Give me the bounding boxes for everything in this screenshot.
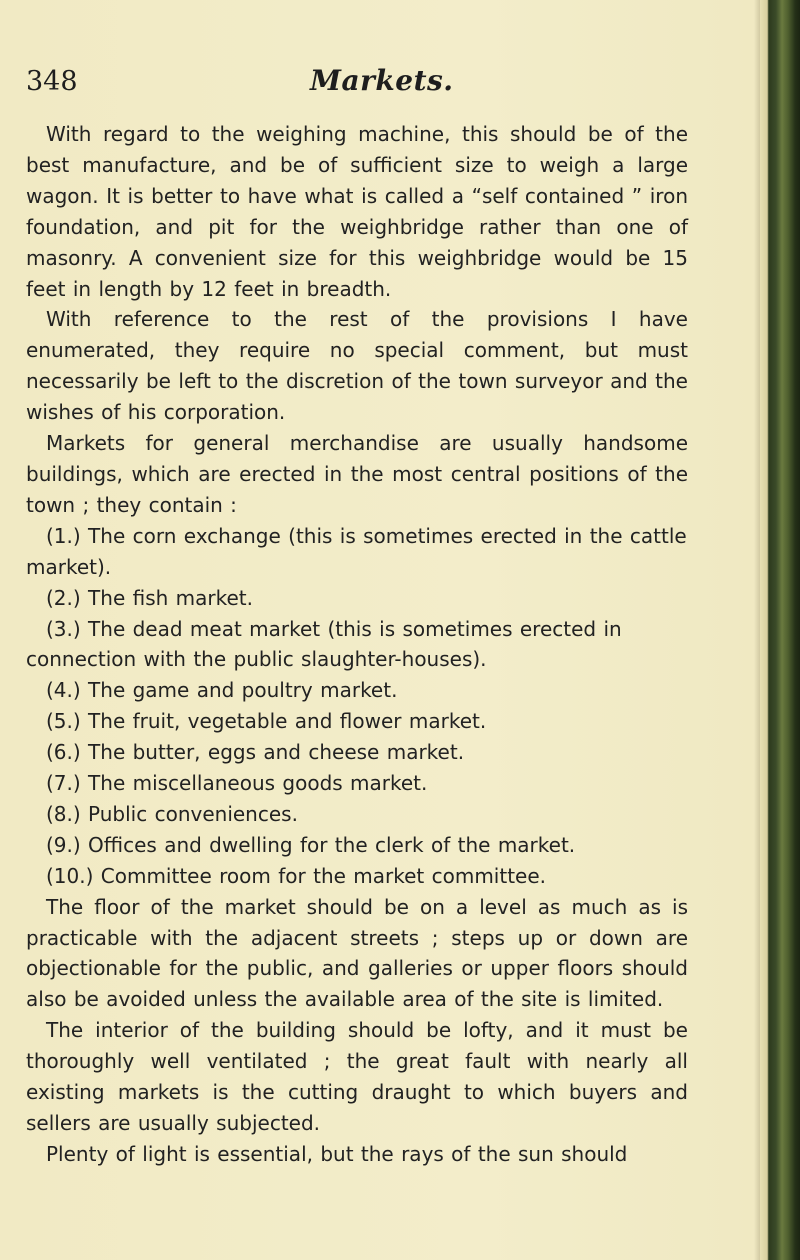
list-item: (10.) Committee room for the market committee. bbox=[46, 863, 547, 888]
list-item: (9.) Offices and dwelling for the clerk of the market. bbox=[46, 832, 576, 857]
list-item: (4.) The game and poultry market. bbox=[46, 678, 398, 703]
list-item: (8.) Public conveniences. bbox=[46, 801, 298, 826]
paragraph: With reference to the rest of the provisions I have enumerated, they require no special comment, but must necessarily be left to the discretion of the town surveyor and the wishes of his corporation. bbox=[26, 307, 688, 425]
list-item: (2.) The fish market. bbox=[46, 585, 253, 610]
list-item: (6.) The butter, eggs and cheese market. bbox=[46, 740, 465, 765]
paragraph: The floor of the market should be on a level as much as is practicable with the adjacent streets ; steps up or down are objectionable for the public, and galleries or upper floors should also be avoided unless the available area of the site is limited. bbox=[26, 894, 688, 1012]
page-header bbox=[26, 66, 726, 106]
paragraph: Markets for general merchandise are usually handsome buildings, which are erected in the most central positions of the town ; they contain : bbox=[26, 431, 688, 517]
running-title: Markets. bbox=[310, 64, 454, 97]
page-body bbox=[26, 119, 688, 1170]
list-item: (5.) The fruit, vegetable and flower market. bbox=[46, 709, 487, 734]
paragraph: With regard to the weighing machine, this should be of the best manufacture, and be of sufficient size to weigh a large wagon. It is better to have what is called a “self contained ” iron foundation, and pit for the weighbridge rather than one of masonry. A convenient size for this weighbridge would be 15 feet in length by 12 feet in breadth. bbox=[26, 122, 688, 301]
paragraph: The interior of the building should be lofty, and it must be thoroughly well ventilated ; the great fault with nearly all existing markets is the cutting draught to which buyers and sellers are usually subjected. bbox=[26, 1018, 688, 1135]
page-number: 348 bbox=[26, 66, 78, 97]
paragraph: Plenty of light is essential, but the rays of the sun should bbox=[46, 1141, 628, 1166]
book-binding bbox=[760, 0, 800, 1260]
list-item: (1.) The corn exchange (this is sometimes erected in the cattle market). bbox=[26, 523, 687, 579]
list-item: (7.) The miscellaneous goods market. bbox=[46, 771, 428, 796]
list-item: (3.) The dead meat market (this is sometimes erected in connection with the public slaughter-houses). bbox=[26, 616, 622, 672]
